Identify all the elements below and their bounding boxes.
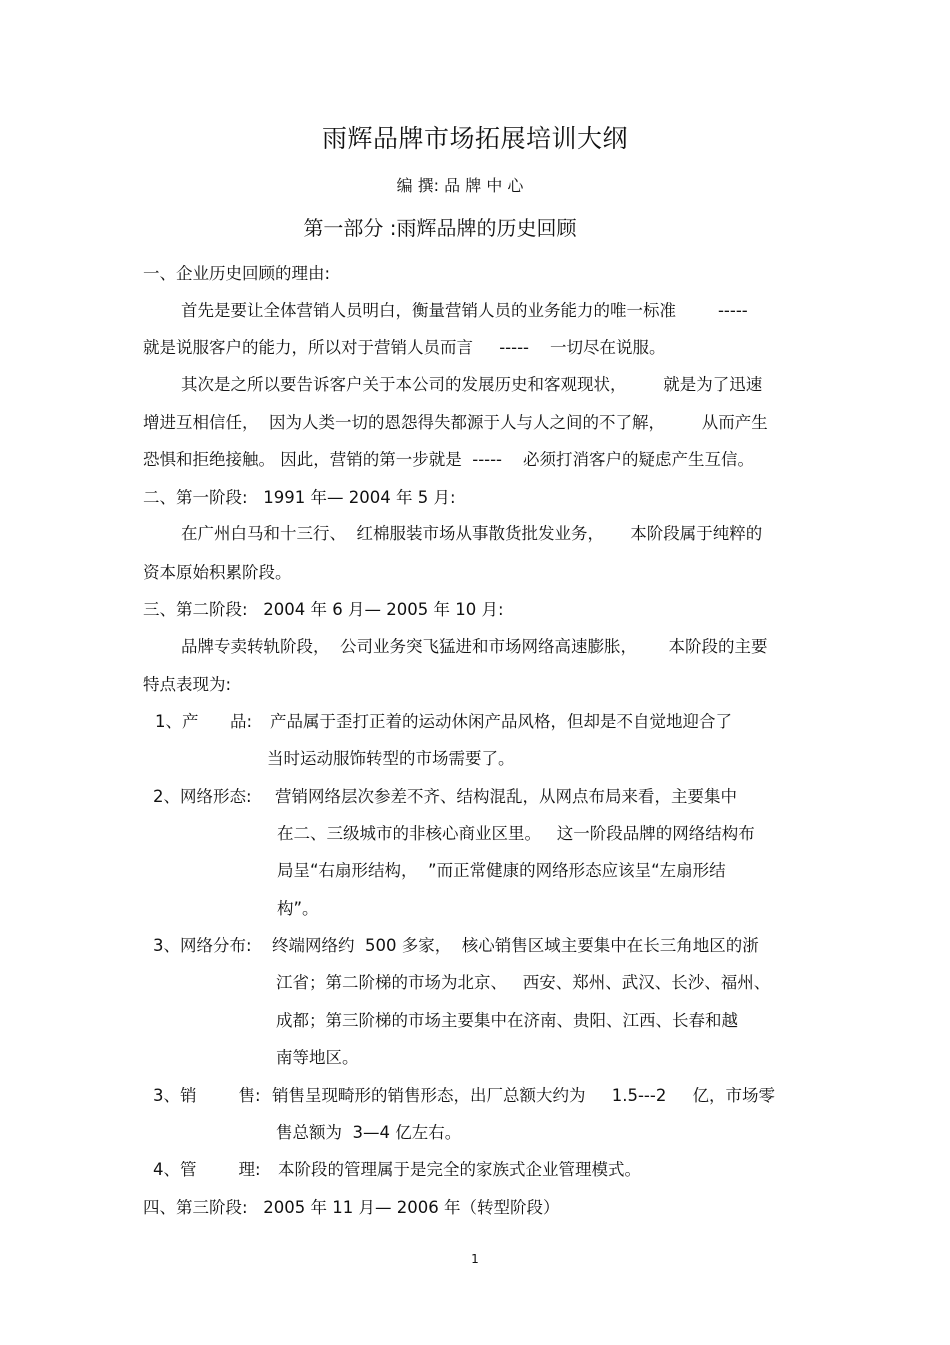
paragraph-line: 在广州白马和十三行、 红棉服装市场从事散货批发业务， 本阶段属于纯粹的 — [181, 524, 763, 543]
part-heading: 第一部分 :雨辉品牌的历史回顾 — [303, 216, 577, 240]
section-heading: 三、第二阶段: 2004 年 6 月— 2005 年 10 月: — [143, 600, 504, 619]
list-item-line: 构”。 — [277, 899, 319, 918]
page-number: 1 — [471, 1252, 479, 1266]
list-item-line: 终端网络约 500 多家， 核心销售区域主要集中在长三角地区的浙 — [272, 936, 759, 955]
list-item-label: 3、销 售: — [153, 1086, 261, 1105]
list-item-line: 江省；第二阶梯的市场为北京、 西安、郑州、武汉、长沙、福州、 — [276, 973, 771, 992]
section-heading: 一、企业历史回顾的理由: — [143, 264, 331, 283]
list-item-line: 南等地区。 — [276, 1048, 359, 1067]
list-item-line: 营销网络层次参差不齐、结构混乱，从网点布局来看，主要集中 — [275, 787, 737, 806]
paragraph-line: 资本原始积累阶段。 — [143, 563, 292, 582]
list-item-line: 局呈“右扇形结构， ”而正常健康的网络形态应该呈“左扇形结 — [277, 861, 726, 880]
section-heading: 四、第三阶段: 2005 年 11 月— 2006 年（转型阶段） — [143, 1198, 560, 1217]
list-item-line: 本阶段的管理属于是完全的家族式企业管理模式。 — [278, 1160, 641, 1179]
list-item-label: 1、产 品: — [155, 712, 253, 731]
list-item-line: 成都；第三阶梯的市场主要集中在济南、贵阳、江西、长春和越 — [276, 1011, 738, 1030]
document-author: 编 撰: 品 牌 中 心 — [396, 176, 524, 195]
paragraph-line: 特点表现为: — [143, 675, 232, 694]
paragraph-line: 增进互相信任， 因为人类一切的恩怨得失都源于人与人之间的不了解， 从而产生 — [143, 413, 768, 432]
section-heading: 二、第一阶段: 1991 年— 2004 年 5 月: — [143, 488, 456, 507]
paragraph-line: 其次是之所以要告诉客户关于本公司的发展历史和客观现状， 就是为了迅速 — [181, 375, 763, 394]
paragraph-line: 首先是要让全体营销人员明白，衡量营销人员的业务能力的唯一标准 ----- — [181, 301, 748, 320]
document-title: 雨辉品牌市场拓展培训大纲 — [321, 124, 628, 153]
list-item-line: 产品属于歪打正着的运动休闲产品风格，但却是不自觉地迎合了 — [270, 712, 732, 731]
list-item-label: 4、管 理: — [153, 1160, 261, 1179]
list-item-line: 在二、三级城市的非核心商业区里。 这一阶段品牌的网络结构布 — [277, 824, 755, 843]
paragraph-line: 就是说服客户的能力，所以对于营销人员而言 ----- 一切尽在说服。 — [143, 338, 666, 357]
list-item-label: 3、网络分布: — [153, 936, 252, 955]
list-item-line: 当时运动服饰转型的市场需要了。 — [267, 749, 515, 768]
paragraph-line: 品牌专卖转轨阶段， 公司业务突飞猛进和市场网络高速膨胀， 本阶段的主要 — [181, 637, 768, 656]
list-item-label: 2、网络形态: — [153, 787, 252, 806]
list-item-line: 销售呈现畸形的销售形态，出厂总额大约为 1.5---2 亿，市场零 — [272, 1086, 776, 1105]
list-item-line: 售总额为 3—4 亿左右。 — [276, 1123, 462, 1142]
paragraph-line: 恐惧和拒绝接触。 因此，营销的第一步就是 ----- 必须打消客户的疑虑产生互信。 — [143, 450, 754, 469]
